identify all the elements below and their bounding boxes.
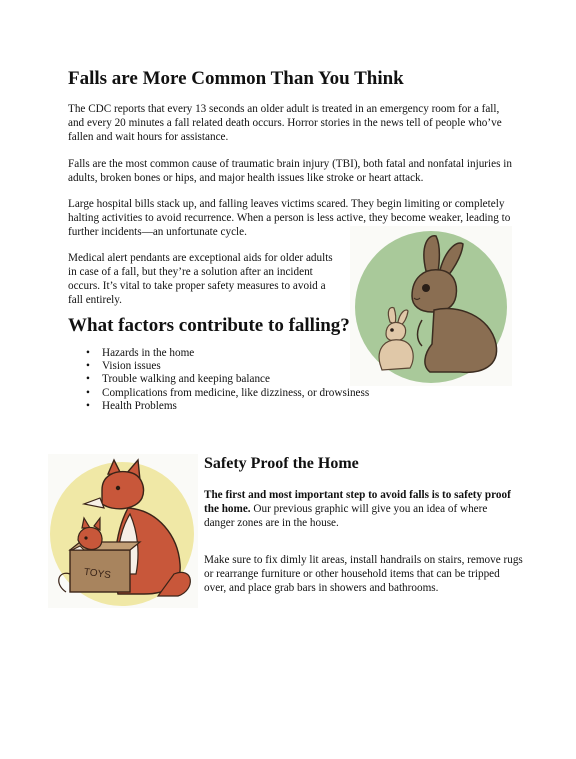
- toys-label: TOYS: [83, 566, 112, 582]
- medical-alert-paragraph: Medical alert pendants are exceptional aids for older adults in case of a fall, but they’re a solution after an incident occurs. It’s vital to take proper safety measures to avoid a fall entirely.: [68, 252, 333, 306]
- list-item: • Vision issues: [86, 360, 369, 373]
- foxes-illustration: [48, 454, 198, 608]
- list-item: • Complications from medicine, like dizziness, or drowsiness: [86, 387, 369, 400]
- factors-heading: What factors contribute to falling?: [68, 315, 350, 336]
- cdc-paragraph: The CDC reports that every 13 seconds an older adult is treated in an emergency room for a fall, and every 20 minutes a fall related death occurs. Horror stories in the news tell of people who’ve fallen and wait hours for assistance.: [68, 103, 502, 143]
- tbi-paragraph: Falls are the most common cause of traumatic brain injury (TBI), both fatal and nonfatal injuries in adults, broken bones or hips, and major health issues like stroke or heart attack.: [68, 158, 512, 184]
- list-item: • Hazards in the home: [86, 347, 369, 360]
- hospital-bills-paragraph: Large hospital bills stack up, and falling leaves victims scared. They begin limiting or completely halting activities to avoid recurrence. When a person is less active, they become weaker, leading to further incidents—an unfortunate cycle.: [68, 198, 511, 238]
- safety-heading: Safety Proof the Home: [204, 455, 359, 472]
- safety-lead-bold: The first and most important step to avoid falls is to safety proof the home.: [204, 489, 511, 515]
- rabbit-eye: [422, 284, 430, 292]
- safety-tips-paragraph: Make sure to fix dimly lit areas, install handrails on stairs, remove rugs or rearrange furniture or other household items that can be tripped over, and place grab bars in showers and bathrooms.: [204, 554, 523, 594]
- safety-lead-rest: Our previous graphic will give you an idea of where danger zones are in the house.: [204, 503, 488, 529]
- factors-list: [86, 347, 369, 413]
- page-title: Falls are More Common Than You Think: [68, 68, 404, 89]
- safety-lead-paragraph: [204, 488, 518, 530]
- rabbits-illustration: [350, 226, 512, 386]
- list-item: • Trouble walking and keeping balance: [86, 373, 369, 386]
- list-item: • Health Problems: [86, 400, 369, 413]
